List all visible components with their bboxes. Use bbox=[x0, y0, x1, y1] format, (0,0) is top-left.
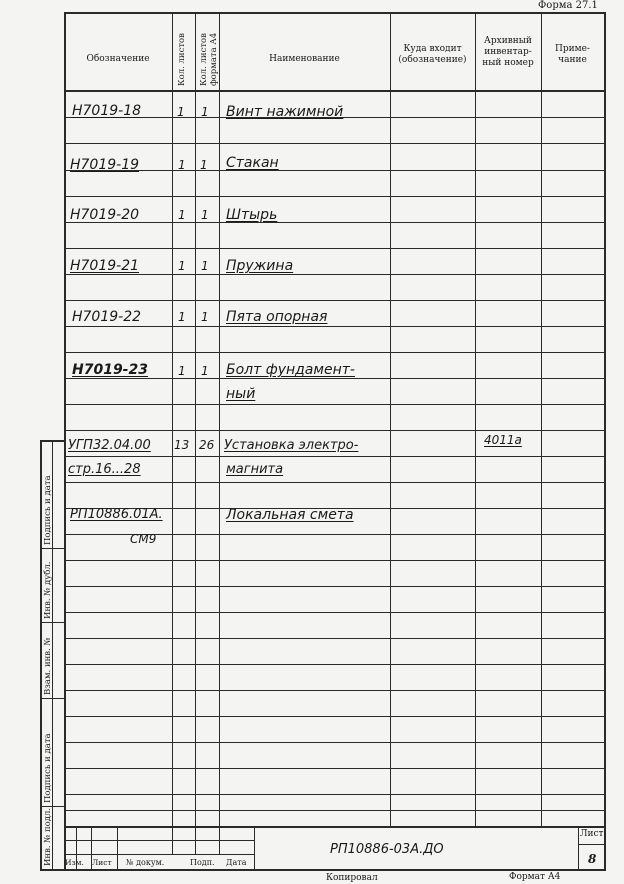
row-sheets: 1 bbox=[178, 310, 186, 324]
col-line-6 bbox=[541, 12, 542, 826]
stamp-low-line bbox=[64, 854, 254, 855]
row-designation-cont: СМ9 bbox=[130, 532, 157, 546]
header-a4-count: Кол. листов формата А4 bbox=[199, 32, 219, 86]
row-a4: 1 bbox=[200, 158, 208, 172]
row-line bbox=[64, 222, 606, 223]
row-line bbox=[64, 456, 606, 457]
header-used-in bbox=[390, 44, 475, 66]
side-label-vzam-inv: Взам. инв. № bbox=[43, 637, 53, 695]
row-designation: Н7019-20 bbox=[70, 207, 140, 223]
row-line bbox=[64, 143, 606, 144]
col-line-3 bbox=[219, 12, 220, 854]
header-archive-line3: ный номер bbox=[482, 58, 534, 68]
row-a4: 26 bbox=[199, 438, 215, 452]
stamp-data: Дата bbox=[226, 858, 247, 867]
header-name: Наименование bbox=[269, 54, 340, 64]
row-line bbox=[64, 742, 606, 743]
stamp-sheet-number: 8 bbox=[588, 852, 597, 866]
row-name: Болт фундамент- bbox=[226, 362, 355, 378]
header-archive-line2: инвентар- bbox=[484, 47, 532, 57]
row-name: Винт нажимной bbox=[226, 104, 344, 120]
side-strip-top bbox=[40, 440, 66, 442]
row-line bbox=[64, 430, 606, 431]
row-designation: РП10886.01А. bbox=[70, 507, 163, 522]
row-name: Пружина bbox=[226, 258, 294, 274]
stamp-sheet-line bbox=[578, 844, 606, 845]
stamp-doc-no: № докум. bbox=[126, 858, 165, 867]
row-name: Стакан bbox=[226, 155, 279, 171]
row-sheets: 1 bbox=[178, 208, 186, 222]
row-sheets: 13 bbox=[174, 438, 190, 452]
row-line bbox=[64, 560, 606, 561]
row-sheets: 1 bbox=[178, 158, 186, 172]
stamp-podp: Подп. bbox=[190, 858, 215, 867]
side-div-3 bbox=[40, 698, 66, 699]
side-div-1 bbox=[40, 548, 66, 549]
row-sheets: 1 bbox=[177, 105, 185, 119]
row-designation: Н7019-21 bbox=[70, 258, 140, 274]
stamp-mid-line bbox=[64, 840, 254, 841]
row-line bbox=[64, 300, 606, 301]
header-note bbox=[541, 44, 604, 66]
stamp-doc-code: РП10886-03А.ДО bbox=[330, 842, 444, 857]
stamp-list: Лист bbox=[92, 858, 112, 867]
row-name: Пята опорная bbox=[226, 309, 328, 325]
header-archive bbox=[475, 36, 541, 69]
side-label-podpis-data-bottom: Подпись и дата bbox=[43, 733, 53, 803]
row-sheets: 1 bbox=[178, 364, 186, 378]
col-line-2 bbox=[195, 12, 196, 854]
stamp-top bbox=[64, 826, 606, 828]
row-a4: 1 bbox=[201, 208, 209, 222]
side-label-podpis-data-top: Подпись и дата bbox=[43, 475, 53, 545]
footer-copied: Копировал bbox=[326, 873, 378, 883]
form-number: Форма 27.1 bbox=[538, 0, 598, 11]
col-line-1 bbox=[172, 12, 173, 854]
side-div-4 bbox=[40, 806, 66, 807]
header-used-in-line2: (обозначение) bbox=[398, 55, 467, 65]
row-a4: 1 bbox=[201, 310, 209, 324]
row-sheets: 1 bbox=[178, 259, 186, 273]
side-label-inv-dubl: Инв. № дубл. bbox=[43, 561, 53, 619]
row-name: Штырь bbox=[226, 207, 278, 223]
row-name-cont: магнита bbox=[226, 462, 284, 477]
row-name: Локальная смета bbox=[226, 507, 354, 523]
row-designation: Н7019-22 bbox=[72, 309, 142, 325]
header-sheet-count: Кол. листов bbox=[177, 33, 187, 86]
footer-format: Формат А4 bbox=[509, 872, 561, 882]
header-used-in-line1: Куда входит bbox=[403, 44, 462, 54]
stamp-col-5 bbox=[578, 826, 579, 870]
row-name-cont: ный bbox=[226, 386, 256, 402]
row-line bbox=[64, 326, 606, 327]
row-designation: УГП32.04.00 bbox=[68, 438, 151, 453]
row-line bbox=[64, 612, 606, 613]
row-name: Установка электро- bbox=[224, 438, 359, 453]
row-designation: Н7019-19 bbox=[70, 157, 140, 173]
row-line bbox=[64, 378, 606, 379]
row-line bbox=[64, 664, 606, 665]
side-label-inv-podl: Инв. № подл. bbox=[43, 807, 53, 866]
row-line bbox=[64, 352, 606, 353]
row-a4: 1 bbox=[201, 259, 209, 273]
row-line bbox=[64, 716, 606, 717]
stamp-col-4 bbox=[254, 826, 255, 870]
row-line bbox=[64, 404, 606, 405]
frame-bottom bbox=[40, 869, 606, 871]
row-line bbox=[64, 170, 606, 171]
row-line bbox=[64, 196, 606, 197]
header-archive-line1: Архивный bbox=[484, 36, 532, 46]
side-div-2 bbox=[40, 622, 66, 623]
col-line-5 bbox=[475, 12, 476, 826]
row-a4: 1 bbox=[201, 105, 209, 119]
row-designation: Н7019-23 bbox=[72, 362, 148, 378]
header-note-line2: чание bbox=[558, 55, 587, 65]
row-line bbox=[64, 810, 606, 811]
row-line bbox=[64, 586, 606, 587]
row-line bbox=[64, 248, 606, 249]
stamp-col-3 bbox=[117, 826, 118, 870]
header-bottom bbox=[64, 90, 606, 92]
row-line bbox=[64, 482, 606, 483]
row-line bbox=[64, 768, 606, 769]
row-archive: 4011а bbox=[484, 433, 522, 447]
row-line bbox=[64, 638, 606, 639]
row-line bbox=[64, 690, 606, 691]
header-designation: Обозначение bbox=[86, 54, 150, 64]
row-designation: Н7019-18 bbox=[72, 103, 142, 119]
frame-top bbox=[64, 12, 606, 14]
row-line bbox=[64, 794, 606, 795]
stamp-sheet-label: Лист bbox=[580, 829, 604, 839]
row-line bbox=[64, 274, 606, 275]
stamp-izm: Изм. bbox=[65, 858, 84, 867]
header-note-line1: Приме- bbox=[555, 44, 590, 54]
row-a4: 1 bbox=[201, 364, 209, 378]
row-designation-cont: стр.16...28 bbox=[68, 462, 141, 477]
col-line-4 bbox=[390, 12, 391, 826]
